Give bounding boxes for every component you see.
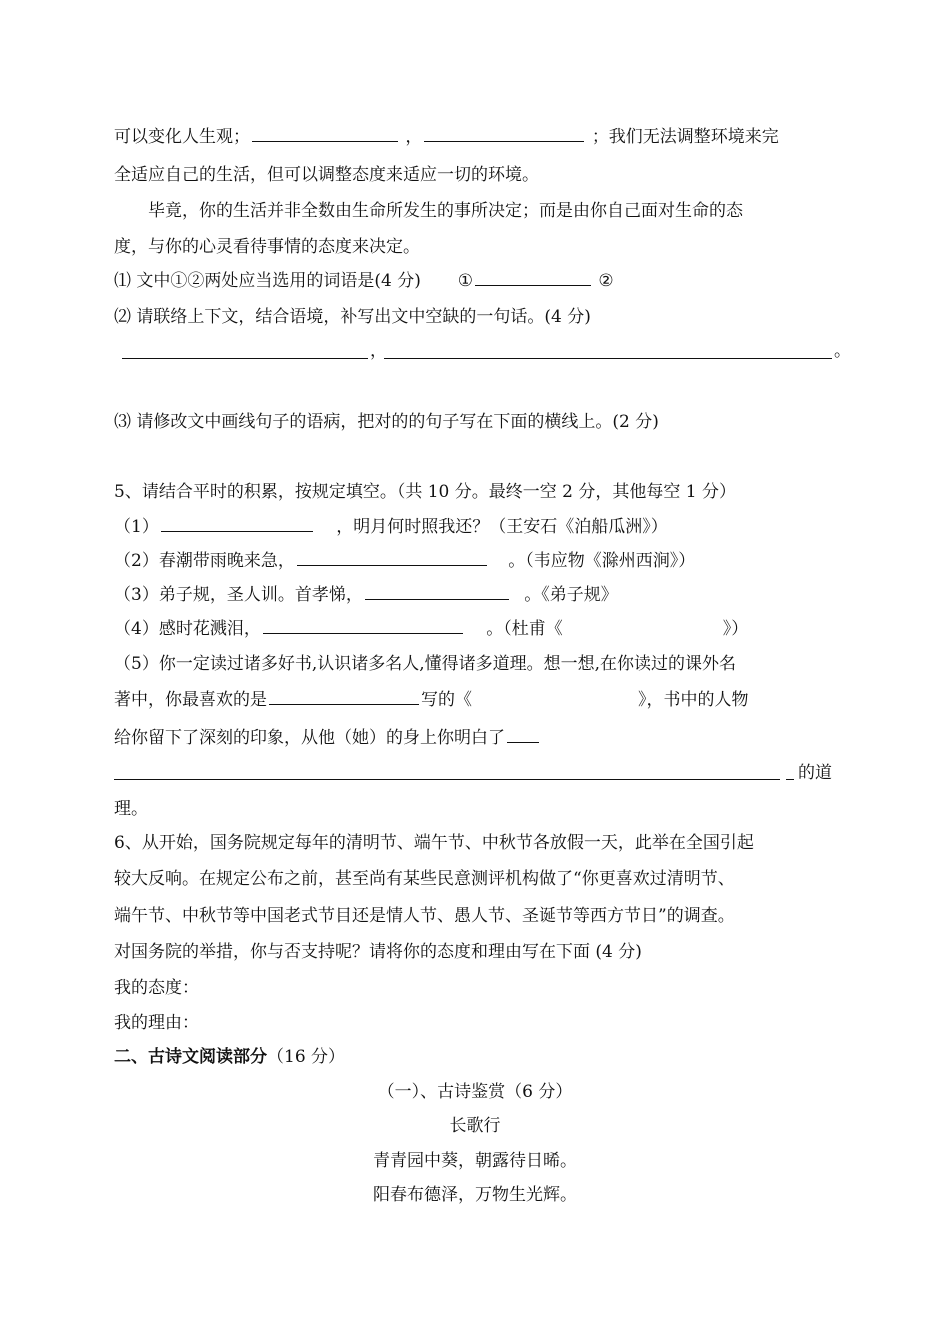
poem-line-1: 青青园中葵，朝露待日晞。 (373, 1151, 577, 1171)
item-4-text-c: 》） (722, 619, 749, 639)
section-5-title: 5、请结合平时的积累，按规定填空。（共 10 分。最终一空 2 分，其他每空 1 分） (114, 482, 737, 502)
item-4-text-b: 。（杜甫《 (486, 619, 563, 639)
blank-item-5-start[interactable] (507, 726, 539, 743)
item-3 (114, 583, 618, 607)
section-6-line-3: 端午节、中秋节等中国老式节目还是情人节、愚人节、圣诞节等西方节日”的调查。 (114, 906, 735, 926)
poem-line-2: 阳春布德泽，万物生光辉。 (373, 1185, 577, 1205)
item-3-text-a: （3）弟子规，圣人训。首孝悌， (114, 585, 363, 605)
blank-item-5-author[interactable] (269, 688, 419, 705)
section-6-line-1: 6、从开始，国务院规定每年的清明节、端午节、中秋节各放假一天，此举在全国引起 (114, 833, 754, 853)
item-5-text-c: 》，书中的人物 (638, 690, 749, 710)
item-4-text-a: （4）感时花溅泪， (114, 619, 261, 639)
answer-line-item-5[interactable] (114, 779, 780, 780)
item-5-line-2 (114, 688, 749, 712)
blank-item-4[interactable] (263, 617, 463, 634)
answer-line-q2-a[interactable] (122, 358, 368, 359)
blank-1[interactable] (252, 125, 398, 142)
item-2-text-b: 。（韦应物《滁州西涧》） (508, 551, 696, 571)
question-2-text: ⑵ 请联络上下文，结合语境，补写出文中空缺的一句话。(4 分) (114, 307, 591, 327)
reason-label: 我的理由： (114, 1013, 199, 1033)
marker-2: ② (598, 271, 614, 291)
answer-line-q2-b[interactable] (384, 358, 832, 359)
answer-line-item-5-tail (786, 779, 794, 780)
blank-q1-1[interactable] (475, 269, 591, 286)
item-1-text: ，明月何时照我还？（王安石《泊船瓜洲》） (336, 517, 668, 537)
text: 可以变化人生观； (114, 127, 250, 147)
item-1 (114, 515, 668, 539)
poem-title: 长歌行 (449, 1116, 501, 1136)
item-2-text-a: （2）春潮带雨晚来急， (114, 551, 295, 571)
section-2-score: （16 分） (267, 1047, 346, 1067)
question-1 (114, 269, 614, 293)
paragraph-line-3: 毕竟，你的生活并非全数由生命所发生的事所决定；而是由你自己面对生命的态 (148, 201, 743, 221)
section-6-line-4: 对国务院的举措，你与否支持呢？请将你的态度和理由写在下面 (4 分) (114, 942, 642, 962)
section-6-line-2: 较大反响。在规定公布之前，甚至尚有某些民意测评机构做了“你更喜欢过清明节、 (114, 869, 735, 889)
item-2 (114, 549, 695, 573)
item-3-text-b: 。《弟子规》 (524, 585, 618, 605)
paragraph-line-2: 全适应自己的生活，但可以调整态度来适应一切的环境。 (114, 165, 539, 185)
section-2-heading (114, 1045, 345, 1069)
item-5-end: 的道 (798, 763, 832, 783)
item-5-text-b: 写的《 (421, 690, 472, 710)
paragraph-line-1 (114, 125, 779, 149)
blank-item-1[interactable] (161, 515, 313, 532)
subsection-title: （一）、古诗鉴赏（6 分） (377, 1082, 573, 1102)
blank-item-3[interactable] (365, 583, 509, 600)
blank-item-2[interactable] (297, 549, 487, 566)
text: ， (405, 127, 423, 147)
item-5-text-d: 给你留下了深刻的印象，从他（她）的身上你明白了 (114, 728, 505, 748)
item-5-text-a: 著中，你最喜欢的是 (114, 690, 267, 710)
marker-1: ① (457, 271, 473, 291)
question-1-text: ⑴ 文中①②两处应当选用的词语是(4 分) (114, 271, 421, 291)
section-2-title: 二、古诗文阅读部分 (114, 1047, 267, 1067)
attitude-label: 我的态度： (114, 978, 199, 998)
q2-comma: ， (370, 341, 387, 361)
item-5-line-5: 理。 (114, 799, 148, 819)
paragraph-line-4: 度，与你的心灵看待事情的态度来决定。 (114, 237, 420, 257)
q2-end: 。 (834, 341, 851, 361)
text: ；我们无法调整环境来完 (591, 127, 779, 147)
question-3-text: ⑶ 请修改文中画线句子的语病，把对的的句子写在下面的横线上。(2 分) (114, 412, 659, 432)
blank-2[interactable] (424, 125, 584, 142)
item-4 (114, 617, 748, 641)
item-5-line-1: （5）你一定读过诸多好书,认识诸多名人,懂得诸多道理。想一想,在你读过的课外名 (114, 654, 737, 674)
item-1-num: （1） (114, 517, 159, 537)
item-5-line-3 (114, 726, 541, 750)
